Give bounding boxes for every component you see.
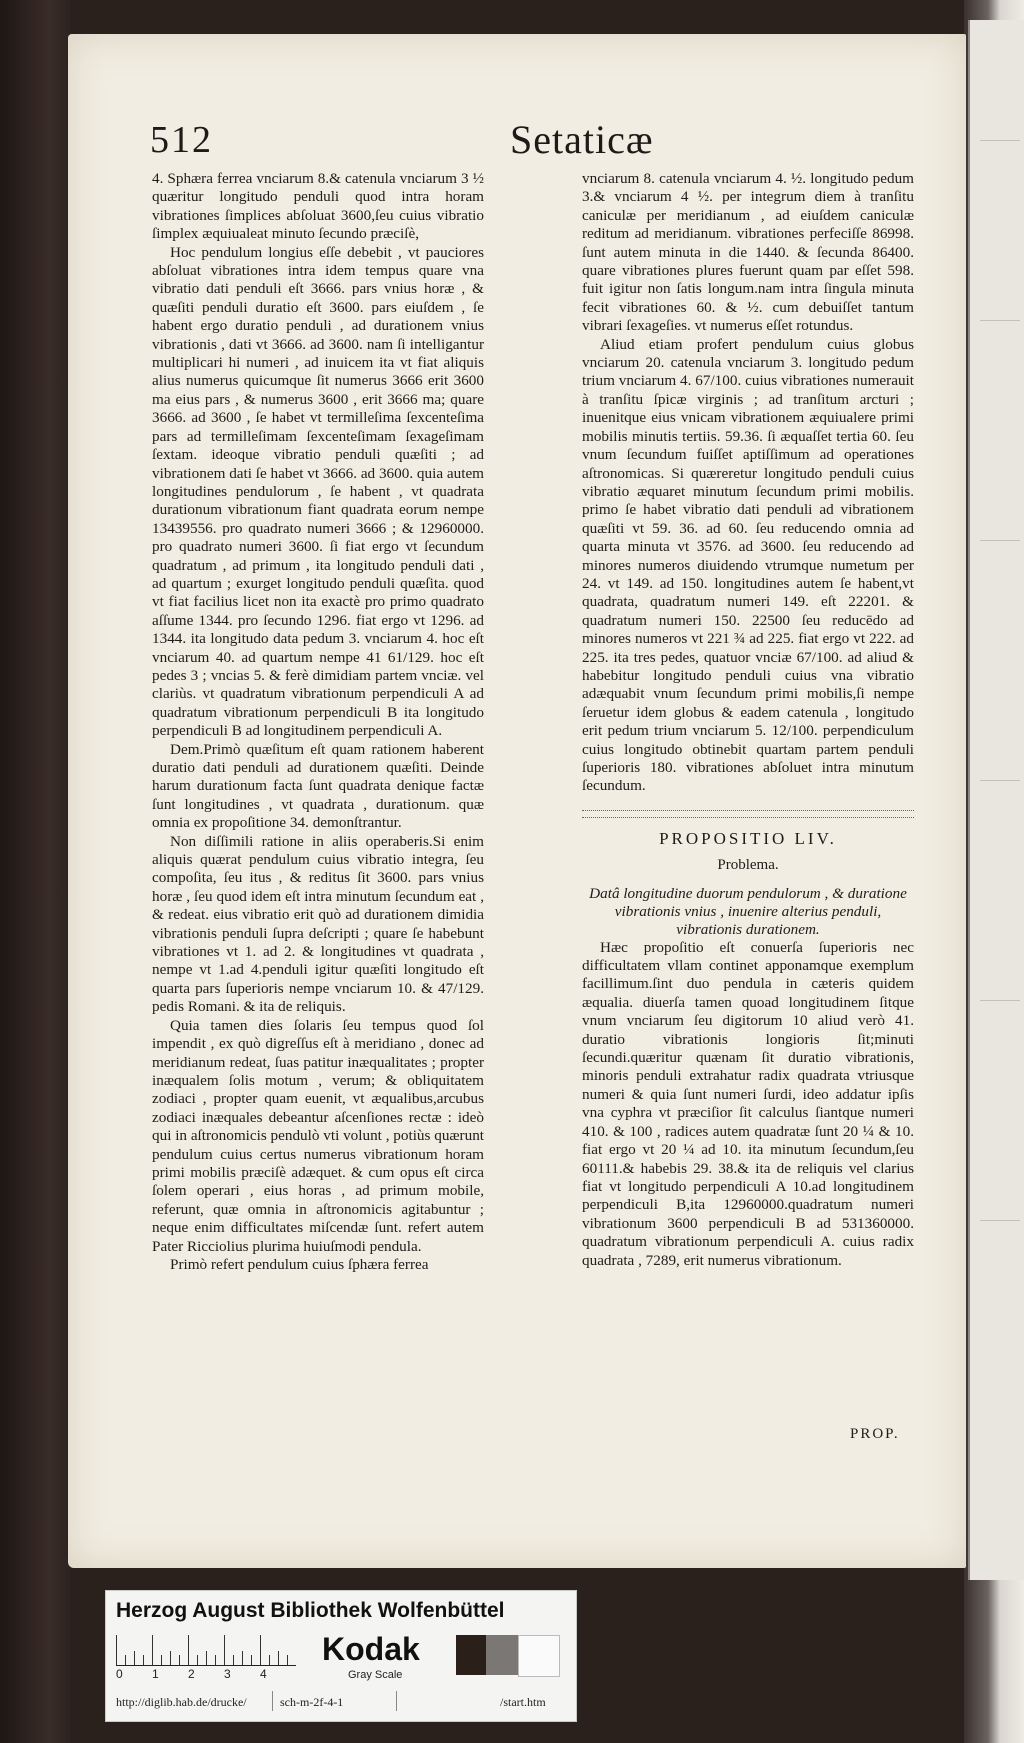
- gray-scale-label: Gray Scale: [348, 1669, 403, 1681]
- library-name: Herzog August Bibliothek Wolfenbüttel: [116, 1599, 505, 1622]
- ruler-number: 3: [224, 1667, 231, 1681]
- source-url: http://diglib.hab.de/drucke/: [116, 1695, 247, 1709]
- scale-ruler: [116, 1635, 296, 1666]
- catchword: PROP.: [850, 1426, 900, 1442]
- ruler-number: 2: [188, 1667, 195, 1681]
- ornament-divider: [582, 810, 914, 818]
- divider: [272, 1691, 273, 1711]
- paragraph: Non diſſimili ratione in aliis operaberis.Si enim aliquis quærat pendulum cuius vibratio integra, ſeu compoſita, ſeu itus , & reditus ſit 3600. pars vnius horæ , ſeu quod idem eſt intra minutum ſecundum eat , & redeat. eius vibratio erit quò ad durationem dimidia vibrationis penduli ſupra deſcripti ; quare ſe habebunt vibrationes vt 1. ad 2. & longitudines vt quadrata , nempe vt 1.ad 4.penduli igitur quæſiti longitudo eſt quarta pars ſuperioris nempe vnciarum 10. & 47/129. pedis Romani. & ita de reliquis.: [152, 832, 484, 1016]
- paragraph: vnciarum 8. catenula vnciarum 4. ½. longitudo pedum 3.& vnciarum 4 ½. per integrum diem à tranſitu caniculæ per meridianum , ad eiuſdem caniculæ reditum ad meridianum. vibrationes perfeciſſe 86998. ſunt autem minuta in die 1440. & ſecunda 86400. quare vibrationes plures fuerunt quam par eſſet 598. fuit igitur non ſatis longum.nam intra ſingula minuta fecit vibrationes 60. & ½. cum debuiſſet tantum vibrari ſexageſies. vt numerus eſſet rotundus.: [582, 170, 914, 335]
- color-calibration-strip: [105, 1590, 577, 1722]
- paragraph: Quia tamen dies ſolaris ſeu tempus quod ſol impendit , ex quò digreſſus eſt à meridiano , donec ad meridianum redeat, ſuas patitur inæqualitates ; propter inæqualem ſolis motum , verum; & obliquitatem zodiaci , propter quam euenit, vt æqualibus,arcubus zodiaci inæquales debeantur aſcenſiones rectæ : ideò qui in aſtronomicis pendulò vti volunt , potiùs quærunt pendulum cuius certus numerus vibrationum horam primi mobilis præciſè adæquet. & cum opus eſt circa ſolem operari , eius horas , ad primum mobile, referunt, quæ omnia in aſtronomicis agitabuntur ; neque enim difficultates miſcendæ ſunt. refert autem Pater Ricciolius plurima huiuſmodi pendula.: [152, 1016, 485, 1255]
- kodak-logo: Kodak: [322, 1631, 420, 1667]
- gray-swatch-dark: [456, 1635, 486, 1675]
- paragraph: Primò refert pendulum cuius ſphæra ferrea: [170, 1255, 429, 1273]
- left-column: [152, 170, 484, 1274]
- ruler-number: 1: [152, 1667, 159, 1681]
- paragraph: 4. Sphæra ferrea vnciarum 8.& catenula vnciarum 3 ½ quæritur longitudo penduli quod intra horam vibrationes ſimplices abſoluat 3600,ſeu cuius vibratio ſimplex æquiualeat minuto ſecundo præciſè,: [152, 170, 484, 243]
- proposition-body: Hæc propoſitio eſt conuerſa ſuperioris nec difficultatem vllam continet apponamque exemplum facillimum.ſint duo pendula in cæteris quidem æqualia. diuerſa tamen quoad longitudinem ſitque vnum vnciarum ſeu digitorum 10 aliud verò 41. duratio vibrationis longioris ſit;minuti ſecundi.quæritur quænam ſit duratio vibrationis, minoris penduli extrahatur radix quadrata vtriusque numeri & quia ſunt numeri ſurdi, ideo addatur ipſis vna cyphra vt præciſior ſit calculus ſiantque numeri 410. & 100 , radices autem quadratæ ſunt 20 ¼ & 10. fiat ergo vt 20 ¼ ad 10. ita minutum ſecundum,ſeu 60111.& habebis 29. 38.& ita de reliquis vel clarius fiat vt longitudo perpendiculi A 10.ad longitudinem perpendiculi B,ita 12960000.quadratum numeri vibrationum 3600 perpendiculi B ad 531360000. quadratum vibrationum perpendiculi A. cuius radix quadrata , 7289, erit numerus vibrationum.: [582, 938, 914, 1269]
- divider: [396, 1691, 397, 1711]
- ruler-number: 0: [116, 1667, 123, 1681]
- paragraph: Dem.Primò quæſitum eſt quam rationem haberent duratio dati penduli ad durationem quæſiti. Deinde harum durationum facta ſunt quadrata denique factæ ſunt longitudines , vt quadrata , durationum. quæ omnia ex propoſitione 34. demonſtrantur.: [152, 740, 484, 832]
- gray-swatch-light: [518, 1635, 560, 1677]
- right-column: [582, 170, 914, 1270]
- running-head: Setaticæ: [510, 117, 654, 162]
- adjacent-page-edge: [968, 20, 1024, 1580]
- proposition-title: PROPOSITIO LIV.: [659, 828, 837, 848]
- proposition-statement: Datâ longitudine duorum pendulorum , & duratione vibrationis vnius , inuenire alterius penduli, vibrationis durationem.: [589, 884, 907, 938]
- proposition-subtitle: Problema.: [717, 857, 779, 874]
- page-number: 512: [150, 119, 213, 161]
- gray-swatch-mid: [486, 1635, 518, 1675]
- scan-background-left: [0, 0, 70, 1743]
- paragraph: Aliud etiam profert pendulum cuius globus vnciarum 20. catenula vnciarum 3. longitudo pedum trium vnciarum 4. 67/100. cuius vibrationes numerauit à tranſitu ſpicæ virginis ; ad tranſitum arcturi ; inuenitque eius vnicam vibrationem æquiualere primi mobilis minutis tertiis. 59.36. ſi æquaſſet tertia 60. ſeu vnum ſecundum fuiſſet aptiſſimum ad operationes aſtronomicas. Si quæreretur longitudo penduli cuius vibratio æquaret minutum ſecundum primi mobilis. primo ſe habet vibratio dati penduli ad vibrationem quæſiti vt 59. 36. ad 60. ſeu reducendo omnia ad quarta minuta vt 3576. ad 3600. ſeu reducendo ad minores numeros diuidendo vtrumque numetum per 24. vt 149. ad 150. longitudines autem ſe habent,vt quadrata, quadratum numeri 149. eſt 22201. & quadratum numeri 150. 22500 ſeu reducēdo ad minores numeros vt 221 ¾ ad 225. fiat ergo vt 222. ad 225. ita tres pedes, quatuor vnciæ 67/100. ad aliud & habebitur longitudo penduli cuius vna vibratio adæquabit vnum ſecundum primi mobilis,ſi nempe ſeruetur idem globus & eadem catenula , longitudo erit pedum trium vnciarum 5. 12/100. perpendiculum cuius longitudo obtinebit quartam partem penduli ſuperioris 180. vibrationes abſoluet intra minutum ſecundum.: [582, 335, 914, 795]
- start-link: /start.htm: [500, 1695, 546, 1709]
- ruler-number: 4: [260, 1667, 267, 1681]
- paragraph: Hoc pendulum longius eſſe debebit , vt pauciores abſoluat vibrationes intra idem tempus quare vna vibratio dati penduli eſt 3666. pars vnius horæ , & quæſiti penduli duratio eſt 3600. pars eiuſdem , ſe habent ergo duratio penduli , ad durationem vnius vibrationis , dati vt 3666. ad 3600. nam ſi intelligantur multiplicari hi numeri , ad inuicem ita vt fiat aliquis alius numerus quicumque ſit numerus 3666 erit 3600 ma eius pars , & numerus 3600 , erit 3666 ma; quare 3666. ad 3600 , ſe habet vt termilleſima ſexcenteſima pars ad termilleſimam ſexcenteſimam ſexageſimam ſextam. ideoque vibratio penduli quæſiti ; ad vibrationem dati ſe habet vt 3666. ad 3600. quia autem longitudines pendulorum , ſe habent , vt quadrata durationum vibrationum fiant quadrata eorum nempe 13439556. pro quadrato numeri 3666 ; & 12960000. pro quadrato numeri 3600. ſi fiat ergo vt ſecundum quadratum , ad primum , ita longitudo penduli dati , ad quartum ; exurget longitudo penduli quæſita. quod vt fiat facilius licet non ita exactè pro primo quadrato aſſume 1344. pro ſecundo 1296. fiat ergo vt 1296. ad 1344. ita longitudo data pedum 3. vnciarum 4. hoc eſt vnciarum 40. ad quartum nempe 41 61/129. hoc eſt pedes 3 ; vncias 5. & ferè dimidiam partem vnciæ. vel clariùs. vt quadratum vibrationum perpendiculi A ad quadratum vibrationum perpendiculi B ita longitudo perpendiculi B ad longitudinem perpendiculi A.: [152, 243, 484, 740]
- shelfmark: sch-m-2f-4-1: [280, 1695, 344, 1709]
